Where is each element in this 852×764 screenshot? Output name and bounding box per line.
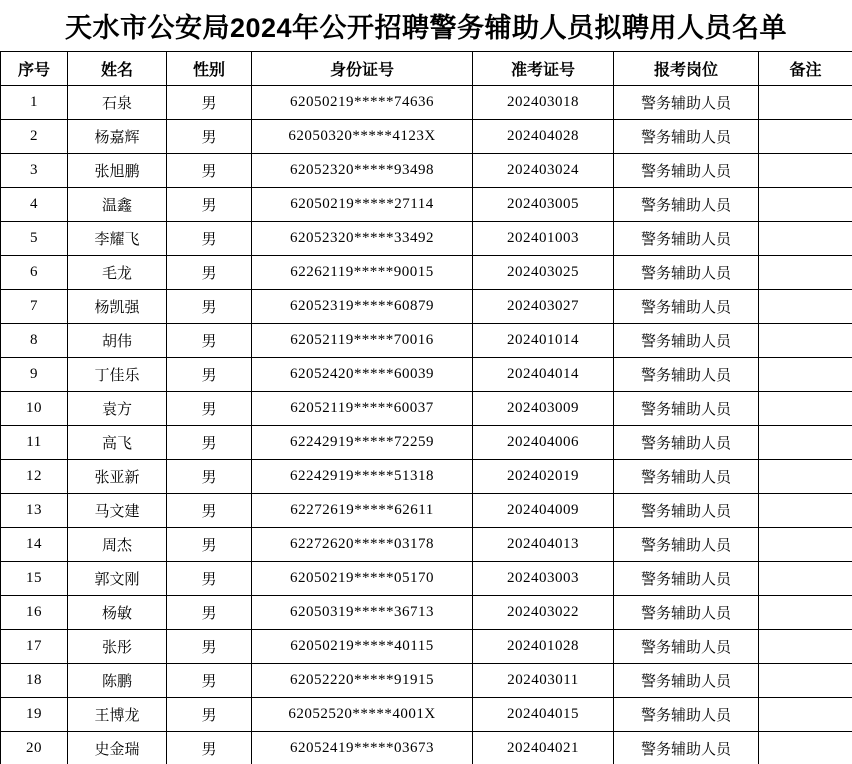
seq-cell: 2 [1, 120, 68, 154]
position-cell: 警务辅助人员 [614, 222, 759, 256]
id_number-cell: 62050219*****05170 [252, 562, 473, 596]
gender-cell: 男 [167, 528, 252, 562]
seq-cell: 12 [1, 460, 68, 494]
name-cell: 袁方 [68, 392, 167, 426]
exam_number-cell: 202404021 [473, 732, 614, 764]
gender-cell: 男 [167, 154, 252, 188]
id_number-cell: 62272619*****62611 [252, 494, 473, 528]
name-cell: 王博龙 [68, 698, 167, 732]
id_number-cell: 62052520*****4001X [252, 698, 473, 732]
table-row [1, 630, 852, 664]
name-cell: 胡伟 [68, 324, 167, 358]
id_number-cell: 62052220*****91915 [252, 664, 473, 698]
exam_number-cell: 202403025 [473, 256, 614, 290]
remark-cell [759, 426, 852, 460]
table-row [1, 698, 852, 732]
seq-cell: 5 [1, 222, 68, 256]
remark-cell [759, 664, 852, 698]
seq-cell: 14 [1, 528, 68, 562]
position-cell: 警务辅助人员 [614, 154, 759, 188]
exam_number-cell: 202403027 [473, 290, 614, 324]
exam_number-cell: 202401028 [473, 630, 614, 664]
table-row [1, 188, 852, 222]
name-cell: 张彤 [68, 630, 167, 664]
remark-cell [759, 732, 852, 764]
remark-cell [759, 596, 852, 630]
table-row [1, 290, 852, 324]
id_number-cell: 62050319*****36713 [252, 596, 473, 630]
seq-cell: 11 [1, 426, 68, 460]
position-cell: 警务辅助人员 [614, 630, 759, 664]
id_number-cell: 62052119*****60037 [252, 392, 473, 426]
remark-cell [759, 494, 852, 528]
position-cell: 警务辅助人员 [614, 256, 759, 290]
seq-cell: 10 [1, 392, 68, 426]
name-cell: 陈鹏 [68, 664, 167, 698]
column-header-seq: 序号 [1, 52, 68, 86]
exam_number-cell: 202403024 [473, 154, 614, 188]
name-cell: 杨凯强 [68, 290, 167, 324]
name-cell: 张旭鹏 [68, 154, 167, 188]
name-cell: 高飞 [68, 426, 167, 460]
table-row [1, 324, 852, 358]
id_number-cell: 62050320*****4123X [252, 120, 473, 154]
seq-cell: 9 [1, 358, 68, 392]
remark-cell [759, 256, 852, 290]
name-cell: 周杰 [68, 528, 167, 562]
name-cell: 温鑫 [68, 188, 167, 222]
gender-cell: 男 [167, 120, 252, 154]
remark-cell [759, 188, 852, 222]
remark-cell [759, 392, 852, 426]
gender-cell: 男 [167, 324, 252, 358]
page-title: 天水市公安局2024年公开招聘警务辅助人员拟聘用人员名单 [64, 13, 788, 43]
table-row [1, 460, 852, 494]
exam_number-cell: 202403011 [473, 664, 614, 698]
position-cell: 警务辅助人员 [614, 562, 759, 596]
seq-cell: 7 [1, 290, 68, 324]
position-cell: 警务辅助人员 [614, 188, 759, 222]
seq-cell: 15 [1, 562, 68, 596]
remark-cell [759, 120, 852, 154]
gender-cell: 男 [167, 256, 252, 290]
id_number-cell: 62050219*****27114 [252, 188, 473, 222]
seq-cell: 1 [1, 86, 68, 120]
table-row [1, 562, 852, 596]
seq-cell: 19 [1, 698, 68, 732]
name-cell: 杨嘉辉 [68, 120, 167, 154]
gender-cell: 男 [167, 290, 252, 324]
id_number-cell: 62272620*****03178 [252, 528, 473, 562]
remark-cell [759, 154, 852, 188]
gender-cell: 男 [167, 86, 252, 120]
position-cell: 警务辅助人员 [614, 664, 759, 698]
position-cell: 警务辅助人员 [614, 120, 759, 154]
seq-cell: 16 [1, 596, 68, 630]
id_number-cell: 62050219*****74636 [252, 86, 473, 120]
remark-cell [759, 630, 852, 664]
table-row [1, 154, 852, 188]
seq-cell: 17 [1, 630, 68, 664]
gender-cell: 男 [167, 562, 252, 596]
exam_number-cell: 202404006 [473, 426, 614, 460]
position-cell: 警务辅助人员 [614, 732, 759, 764]
seq-cell: 13 [1, 494, 68, 528]
gender-cell: 男 [167, 222, 252, 256]
position-cell: 警务辅助人员 [614, 698, 759, 732]
position-cell: 警务辅助人员 [614, 324, 759, 358]
position-cell: 警务辅助人员 [614, 596, 759, 630]
remark-cell [759, 562, 852, 596]
exam_number-cell: 202402019 [473, 460, 614, 494]
id_number-cell: 62242919*****51318 [252, 460, 473, 494]
name-cell: 杨敏 [68, 596, 167, 630]
table-row [1, 596, 852, 630]
position-cell: 警务辅助人员 [614, 528, 759, 562]
name-cell: 李耀飞 [68, 222, 167, 256]
exam_number-cell: 202404014 [473, 358, 614, 392]
table-header-row [1, 52, 852, 86]
seq-cell: 3 [1, 154, 68, 188]
remark-cell [759, 324, 852, 358]
gender-cell: 男 [167, 664, 252, 698]
id_number-cell: 62052320*****33492 [252, 222, 473, 256]
id_number-cell: 62052419*****03673 [252, 732, 473, 764]
seq-cell: 6 [1, 256, 68, 290]
gender-cell: 男 [167, 426, 252, 460]
table-row [1, 528, 852, 562]
name-cell: 马文建 [68, 494, 167, 528]
column-header-position: 报考岗位 [614, 52, 759, 86]
name-cell: 石泉 [68, 86, 167, 120]
gender-cell: 男 [167, 630, 252, 664]
gender-cell: 男 [167, 596, 252, 630]
table-row [1, 494, 852, 528]
seq-cell: 18 [1, 664, 68, 698]
table-row [1, 256, 852, 290]
column-header-id_number: 身份证号 [252, 52, 473, 86]
remark-cell [759, 460, 852, 494]
column-header-name: 姓名 [68, 52, 167, 86]
table-row [1, 426, 852, 460]
position-cell: 警务辅助人员 [614, 494, 759, 528]
position-cell: 警务辅助人员 [614, 86, 759, 120]
exam_number-cell: 202403018 [473, 86, 614, 120]
column-header-gender: 性别 [167, 52, 252, 86]
table-row [1, 392, 852, 426]
name-cell: 丁佳乐 [68, 358, 167, 392]
seq-cell: 8 [1, 324, 68, 358]
name-cell: 郭文刚 [68, 562, 167, 596]
position-cell: 警务辅助人员 [614, 392, 759, 426]
exam_number-cell: 202401014 [473, 324, 614, 358]
position-cell: 警务辅助人员 [614, 460, 759, 494]
gender-cell: 男 [167, 358, 252, 392]
gender-cell: 男 [167, 392, 252, 426]
gender-cell: 男 [167, 698, 252, 732]
gender-cell: 男 [167, 494, 252, 528]
column-header-exam_number: 准考证号 [473, 52, 614, 86]
name-cell: 张亚新 [68, 460, 167, 494]
id_number-cell: 62242919*****72259 [252, 426, 473, 460]
position-cell: 警务辅助人员 [614, 426, 759, 460]
name-cell: 毛龙 [68, 256, 167, 290]
remark-cell [759, 222, 852, 256]
exam_number-cell: 202403022 [473, 596, 614, 630]
table-row [1, 120, 852, 154]
exam_number-cell: 202404028 [473, 120, 614, 154]
exam_number-cell: 202404013 [473, 528, 614, 562]
remark-cell [759, 86, 852, 120]
position-cell: 警务辅助人员 [614, 290, 759, 324]
table-row [1, 358, 852, 392]
exam_number-cell: 202403009 [473, 392, 614, 426]
position-cell: 警务辅助人员 [614, 358, 759, 392]
table-row [1, 664, 852, 698]
gender-cell: 男 [167, 188, 252, 222]
id_number-cell: 62050219*****40115 [252, 630, 473, 664]
remark-cell [759, 358, 852, 392]
remark-cell [759, 290, 852, 324]
id_number-cell: 62052320*****93498 [252, 154, 473, 188]
id_number-cell: 62052319*****60879 [252, 290, 473, 324]
remark-cell [759, 698, 852, 732]
table-row [1, 732, 852, 764]
table-row [1, 86, 852, 120]
exam_number-cell: 202403005 [473, 188, 614, 222]
seq-cell: 20 [1, 732, 68, 764]
table-body [1, 86, 852, 764]
exam_number-cell: 202404015 [473, 698, 614, 732]
seq-cell: 4 [1, 188, 68, 222]
id_number-cell: 62052420*****60039 [252, 358, 473, 392]
column-header-remark: 备注 [759, 52, 852, 86]
id_number-cell: 62262119*****90015 [252, 256, 473, 290]
exam_number-cell: 202404009 [473, 494, 614, 528]
gender-cell: 男 [167, 732, 252, 764]
gender-cell: 男 [167, 460, 252, 494]
name-cell: 史金瑞 [68, 732, 167, 764]
table-row [1, 222, 852, 256]
id_number-cell: 62052119*****70016 [252, 324, 473, 358]
exam_number-cell: 202401003 [473, 222, 614, 256]
exam_number-cell: 202403003 [473, 562, 614, 596]
remark-cell [759, 528, 852, 562]
hire-roster-table [0, 51, 852, 764]
